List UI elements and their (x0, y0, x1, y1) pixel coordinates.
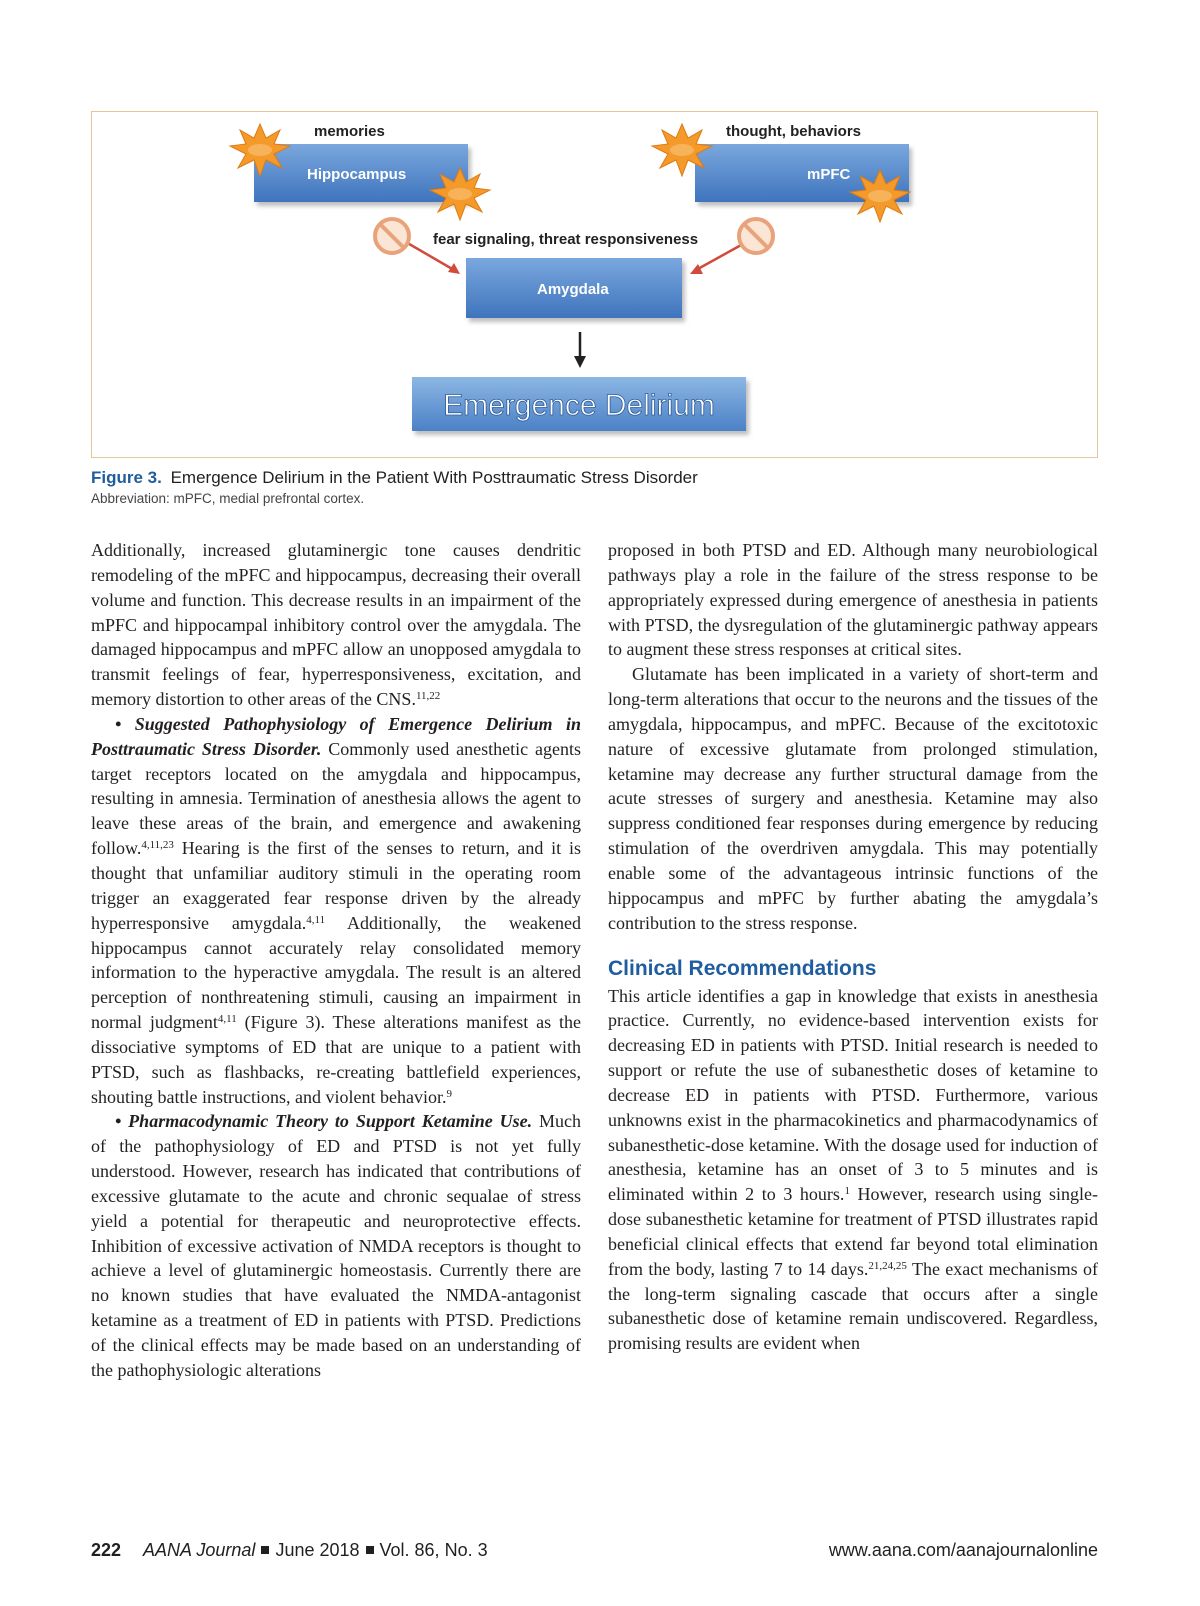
figure-caption (91, 467, 1098, 508)
paragraph: proposed in both PTSD and ED. Although many neurobiological pathways play a role in the failure of the stress response to be appropriately expressed during emergence of anesthesia in patients with PTSD, the dysregulation of the glutaminergic pathway appears to augment these stress responses at critical sites. (608, 540, 1098, 660)
caption-title: Emergence Delirium in the Patient With Posttraumatic Stress Disorder (170, 468, 698, 487)
fear-signaling-label: fear signaling, threat responsiveness (433, 231, 699, 248)
left-column (91, 538, 581, 1383)
emergence-delirium-label: Emergence Delirium (443, 389, 715, 422)
thought-behaviors-label: thought, behaviors (726, 123, 861, 140)
paragraph: • Suggested Pathophysiology of Emergence Delirium in Posttraumatic Stress Disorder. Commonly used anesthetic agents target receptors located on the amygdala and hippocampus, resulting in amnesia. Termination of anesthesia allows the agent to leave these areas of the brain, and emergence and awakening follow.$^{4,11,23}$ Hearing is the first of the senses to return, and it is thought that unfamiliar auditory stimuli in the operating room trigger an exaggerated fear response driven by the already hyperresponsive amygdala.$^{4,11}$ Additionally, the weakened hippocampus cannot accurately relay consolidated memory information to the hyperactive amygdala. The result is an altered perception of nonthreatening stimuli, causing an impairment in normal judgment$^{4,11}$ (Figure 3). These alterations manifest as the dissociative symptoms of ED that are unique to a patient with PTSD, such as flashbacks, re-creating battlefield experiences, shouting battle instructions, and violent behavior.$^9$ (91, 713, 581, 1107)
hippocampus-label: Hippocampus (307, 166, 407, 183)
memories-label: memories (314, 123, 385, 140)
amygdala-label: Amygdala (537, 281, 609, 298)
separator-square (366, 1546, 374, 1554)
paragraph: This article identifies a gap in knowledge that exists in anesthesia practice. Currently, no evidence-based intervention exists for decreasing ED in patients with PTSD. Initial research is needed to support or refute the use of subanesthetic doses of ketamine to decrease ED in patients with PTSD. Furthermore, various unknowns exist in the pharmacokinetics and pharmacodynamics of subanesthetic-dose ketamine. With the dosage used for induction of anesthesia, ketamine has an onset of 3 to 5 minutes and is eliminated within 2 to 3 hours.$^1$ However, research using single-dose subanesthetic ketamine for treatment of PTSD illustrates rapid beneficial clinical effects that extend far beyond total elimination from the body, lasting 7 to 14 days.$^{21,24,25}$ The exact mechanisms of the long-term signaling cascade that occurs after a single subanesthetic dose of ketamine remain undiscovered. Regardless, promising results are evident when (608, 985, 1098, 1354)
caption-title-line (91, 467, 1098, 489)
citation: 21,24,25 (868, 1259, 907, 1272)
paragraph: Glutamate has been implicated in a variety of short-term and long-term alterations that occur to the neurons and the tissues of the amygdala, hippocampus, and mPFC. Because of the excitotoxic nature of excessive glutamate from prolonged stimulation, ketamine may decrease any further structural damage from the acute stresses of surgery and anesthesia. Ketamine may also suppress conditioned fear responses during emergence by reducing stimulation of the overdriven amygdala. This may potentially enable some of the advantageous intrinsic functions of the hippocampus and mPFC by further abating the amygdala’s contribution to the stress response. (608, 664, 1098, 933)
citation: 4,11,23 (141, 839, 174, 852)
subsection-runin-heading: • Suggested Pathophysiology of Emergence Delirium in Posttraumatic Stress Disorder. (91, 713, 581, 759)
subsection-runin-heading: • Pharmacodynamic Theory to Support Ketamine Use. (115, 1111, 533, 1132)
page-number: 222 (91, 1540, 122, 1560)
mpfc-label: mPFC (807, 166, 851, 183)
page-footer (91, 1540, 1098, 1566)
inhibition-arrow-right (690, 219, 773, 274)
paragraph: • Pharmacodynamic Theory to Support Ketamine Use. Much of the pathophysiology of ED and PTSD is not yet fully understood. However, research has indicated that contributions of excessive glutamate to the acute and chronic sequalae of stress yield a potential for therapeutic and neuroprotective effects. Inhibition of excessive activation of NMDA receptors is thought to achieve a level of glutaminergic homeostasis. Currently there are no known studies that have evaluated the NMDA-antagonist ketamine as a treatment of ED in patients with PTSD. Predictions of the clinical effects may be made based on an understanding of the pathophysiologic alterations (91, 1111, 581, 1380)
citation: 11,22 (415, 690, 441, 703)
caption-abbreviation: Abbreviation: mPFC, medial prefrontal cortex. (91, 491, 365, 506)
right-column (608, 538, 1098, 1356)
issue-date: June 2018 (275, 1540, 360, 1560)
figure-3 (91, 111, 1098, 458)
volume-info: Vol. 86, No. 3 (379, 1540, 488, 1560)
arrow-down-icon (574, 332, 586, 368)
journal-name: AANA Journal (143, 1540, 256, 1560)
citation: 1 (844, 1185, 850, 1198)
journal-url: www.aana.com/aanajournalonline (828, 1540, 1098, 1560)
citation: 4,11 (306, 913, 326, 926)
no-symbol-icon (739, 219, 773, 253)
separator-square (261, 1546, 269, 1554)
citation: 4,11 (217, 1013, 237, 1026)
figure-diagram (92, 112, 1096, 456)
citation: 9 (446, 1087, 452, 1100)
no-symbol-icon (375, 219, 409, 253)
paragraph: Additionally, increased glutaminergic tone causes dendritic remodeling of the mPFC and hippocampus, decreasing their overall volume and function. This decrease results in an impairment of the mPFC and hippocampal inhibitory control over the amygdala. The damaged hippocampus and mPFC allow an unopposed amygdala to transmit feelings of fear, hyperresponsiveness, excitation, and memory distortion to other areas of the CNS.$^{11,22}$ (91, 540, 581, 710)
caption-label: Figure 3. (91, 468, 162, 487)
section-heading: Clinical Recommendations (608, 956, 877, 980)
